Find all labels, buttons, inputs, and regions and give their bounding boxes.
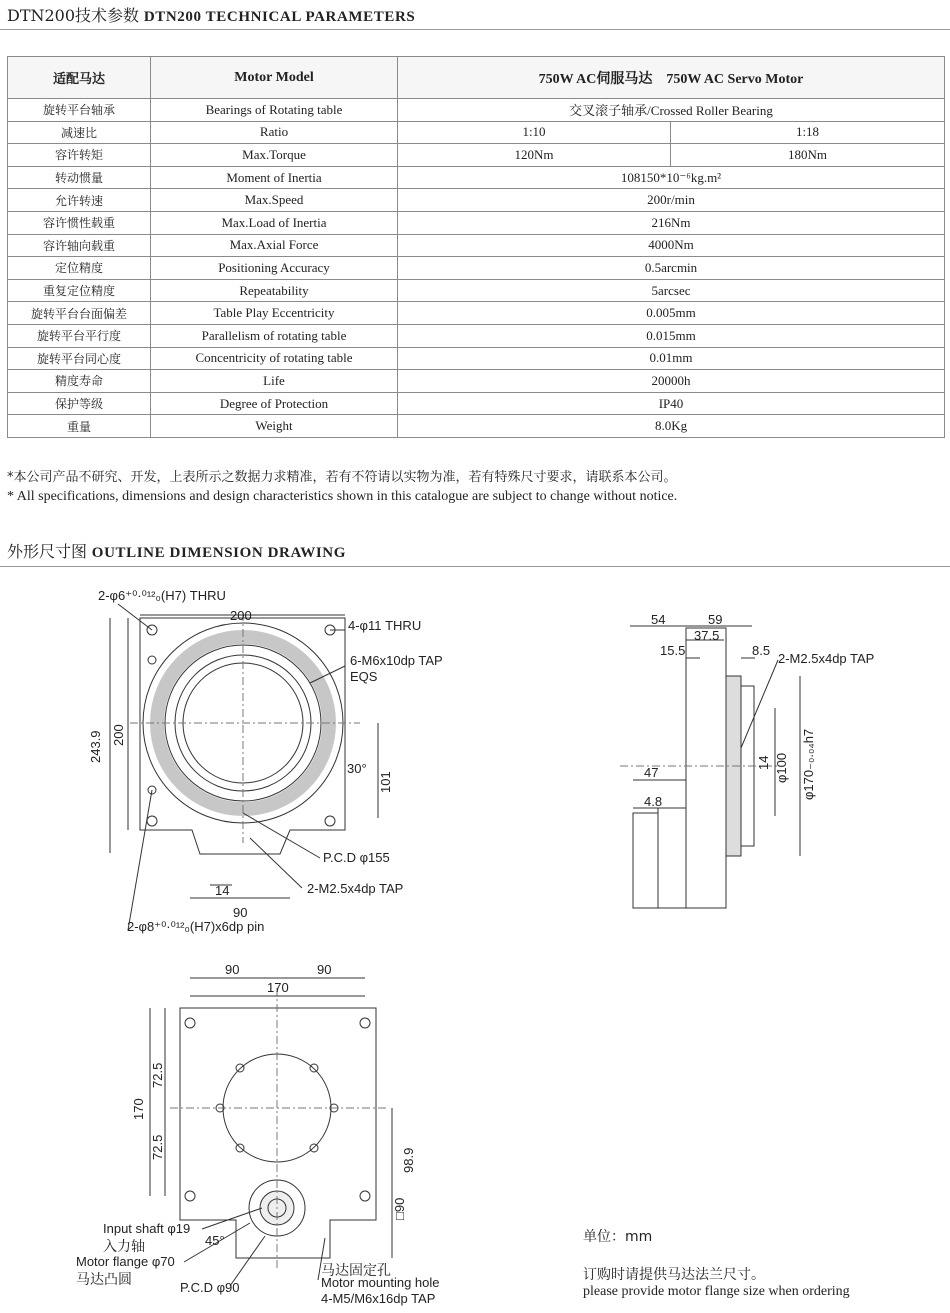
table-row	[8, 121, 945, 144]
row-cn: 精度寿命	[8, 370, 151, 393]
spec-table	[7, 56, 945, 438]
row-value: 0.01mm	[398, 347, 945, 370]
row-cn: 重量	[8, 415, 151, 438]
table-row	[8, 302, 945, 325]
row-en: Moment of Inertia	[151, 166, 398, 189]
side-dim-9: 14	[756, 755, 771, 770]
table-row	[8, 99, 945, 122]
row-value-1: 120Nm	[398, 144, 671, 167]
mount-hole	[185, 1018, 195, 1028]
side-dim-4: 15.5	[660, 643, 686, 658]
row-en: Bearings of Rotating table	[151, 99, 398, 122]
bottom-dim-7: 98.9	[401, 1147, 416, 1173]
pin-hole	[148, 656, 156, 664]
side-dim-1: 54	[651, 612, 666, 627]
table-row	[8, 257, 945, 280]
top-dim-2: 200	[230, 608, 252, 623]
bottom-dim-3: 170	[267, 980, 289, 995]
bottom-dim-1: 90	[225, 962, 240, 977]
top-view	[88, 588, 443, 934]
bottom-label-3: Motor flange φ70	[76, 1254, 175, 1269]
row-cn: 允许转速	[8, 189, 151, 212]
leader	[230, 1236, 265, 1286]
row-value-1: 1:10	[398, 121, 671, 144]
side-dim-8: φ170₋₀.₀₄h7	[801, 728, 816, 800]
top-dim-7: 200	[111, 724, 126, 746]
row-value: IP40	[398, 392, 945, 415]
table-row	[8, 189, 945, 212]
top-dim-4: 6-M6x10dp TAP	[350, 653, 443, 668]
drawing-header-cn: 外形尺寸图	[7, 542, 88, 561]
row-en: Max.Axial Force	[151, 234, 398, 257]
bottom-dim-2: 90	[317, 962, 332, 977]
side-dim-3: 37.5	[694, 628, 720, 643]
bottom-label-5: P.C.D φ90	[180, 1280, 240, 1295]
bottom-dim-5: 72.5	[150, 1134, 165, 1160]
row-cn: 保护等级	[8, 392, 151, 415]
row-en: Positioning Accuracy	[151, 257, 398, 280]
row-value: 4000Nm	[398, 234, 945, 257]
row-en: Max.Torque	[151, 144, 398, 167]
row-value: 200r/min	[398, 189, 945, 212]
table-row	[8, 144, 945, 167]
row-en: Weight	[151, 415, 398, 438]
drawing-header-en: OUTLINE DIMENSION DRAWING	[91, 545, 346, 561]
row-cn: 定位精度	[8, 257, 151, 280]
side-dim-11: 4.8	[644, 794, 663, 809]
thru-hole	[147, 816, 157, 826]
mount-hole	[360, 1191, 370, 1201]
bottom-dim-4: 72.5	[150, 1062, 165, 1088]
leader	[118, 604, 152, 630]
table-row	[8, 324, 945, 347]
row-value: 108150*10⁻⁶kg.m²	[398, 166, 945, 189]
row-value: 0.005mm	[398, 302, 945, 325]
order-note-en: please provide motor flange size when ordering	[583, 1284, 850, 1299]
side-motor-flange	[658, 808, 686, 908]
top-dim-6: 243.9	[88, 730, 103, 763]
unit-note: 单位：mm	[583, 1229, 653, 1245]
side-dim-6: 2-M2.5x4dp TAP	[778, 651, 875, 666]
row-en: Max.Load of Inertia	[151, 211, 398, 234]
order-note-cn: 订购时请提供马达法兰尺寸。	[583, 1267, 765, 1283]
spec-header	[7, 3, 415, 26]
head-cn: 适配马达	[8, 57, 151, 99]
leader	[202, 1208, 262, 1229]
top-dim-14: 2-φ8⁺⁰·⁰¹²₀(H7)x6dp pin	[127, 919, 265, 934]
bottom-label-6: 马达固定孔	[321, 1263, 391, 1279]
leader	[741, 660, 778, 748]
row-value-2: 1:18	[671, 121, 945, 144]
row-value: 0.5arcmin	[398, 257, 945, 280]
bottom-dim-6: 170	[131, 1098, 146, 1120]
row-value: 交叉滚子轴承/Crossed Roller Bearing	[398, 99, 945, 122]
row-cn: 旋转平台同心度	[8, 347, 151, 370]
top-dim-10: P.C.D φ155	[323, 850, 390, 865]
top-dim-9: 101	[378, 771, 393, 793]
side-dim-10: 47	[644, 765, 659, 780]
side-dim-2: 59	[708, 612, 723, 627]
table-row	[8, 347, 945, 370]
top-dim-1: 2-φ6⁺⁰·⁰¹²₀(H7) THRU	[98, 588, 226, 603]
row-cn: 容许惯性载重	[8, 211, 151, 234]
side-view	[620, 612, 874, 908]
bottom-dim-9: 45°	[205, 1233, 225, 1248]
row-en: Concentricity of rotating table	[151, 347, 398, 370]
row-cn: 重复定位精度	[8, 279, 151, 302]
bottom-label-8: 4-M5/M6x16dp TAP	[321, 1291, 436, 1306]
mount-hole	[185, 1191, 195, 1201]
header-rule	[0, 29, 950, 30]
mount-hole	[360, 1018, 370, 1028]
top-dim-3: 4-φ11 THRU	[348, 618, 422, 633]
row-cn: 容许转矩	[8, 144, 151, 167]
row-cn: 旋转平台台面偏差	[8, 302, 151, 325]
side-dim-5: 8.5	[752, 643, 771, 658]
top-dim-12: 2-M2.5x4dp TAP	[307, 881, 404, 896]
leader	[250, 838, 302, 888]
row-value: 5arcsec	[398, 279, 945, 302]
head-motor: 750W AC伺服马达 750W AC Servo Motor	[398, 57, 945, 99]
side-body	[686, 628, 726, 908]
row-value: 8.0Kg	[398, 415, 945, 438]
top-dim-11: 14	[215, 883, 230, 898]
row-cn: 减速比	[8, 121, 151, 144]
table-row	[8, 211, 945, 234]
top-dim-8: 30°	[347, 761, 367, 776]
row-cn: 旋转平台轴承	[8, 99, 151, 122]
bottom-label-2: 入力轴	[103, 1239, 145, 1255]
bottom-label-7: Motor mounting hole	[321, 1275, 440, 1290]
row-en: Ratio	[151, 121, 398, 144]
note-en: * All specifications, dimensions and design characteristics shown in this catalogue are subject to change without notice.	[7, 489, 678, 504]
row-cn: 转动惯量	[8, 166, 151, 189]
spec-header-cn: DTN200技术参数	[7, 6, 140, 25]
bottom-label-1: Input shaft φ19	[103, 1221, 191, 1236]
table-row	[8, 415, 945, 438]
bottom-dim-8: □90	[392, 1197, 407, 1220]
note-cn: *本公司产品不研究、开发，上表所示之数据力求精准，若有不符请以实物为准，若有特殊尺寸要求，请联系本公司。	[7, 470, 677, 485]
table-row	[8, 392, 945, 415]
bottom-label-4: 马达凸圆	[76, 1272, 132, 1288]
drawing-header-rule	[0, 566, 950, 567]
table-row	[8, 234, 945, 257]
table-row	[8, 166, 945, 189]
row-value: 0.015mm	[398, 324, 945, 347]
table-row	[8, 370, 945, 393]
row-en: Life	[151, 370, 398, 393]
side-motor	[633, 813, 658, 908]
row-value-2: 180Nm	[671, 144, 945, 167]
outline-drawing	[0, 568, 950, 1313]
row-cn: 容许轴向载重	[8, 234, 151, 257]
thru-hole	[325, 816, 335, 826]
drawing-header	[7, 539, 346, 562]
row-cn: 旋转平台平行度	[8, 324, 151, 347]
row-value: 216Nm	[398, 211, 945, 234]
table-head-row	[8, 57, 945, 99]
bottom-view	[76, 962, 440, 1306]
table-row	[8, 279, 945, 302]
row-en: Max.Speed	[151, 189, 398, 212]
spec-header-en: DTN200 TECHNICAL PARAMETERS	[143, 9, 416, 25]
top-dim-5: EQS	[350, 669, 378, 684]
row-en: Table Play Eccentricity	[151, 302, 398, 325]
side-dim-7: φ100	[774, 752, 789, 783]
row-value: 20000h	[398, 370, 945, 393]
head-en: Motor Model	[151, 57, 398, 99]
top-dim-13: 90	[233, 905, 248, 920]
row-en: Repeatability	[151, 279, 398, 302]
row-en: Degree of Protection	[151, 392, 398, 415]
row-en: Parallelism of rotating table	[151, 324, 398, 347]
